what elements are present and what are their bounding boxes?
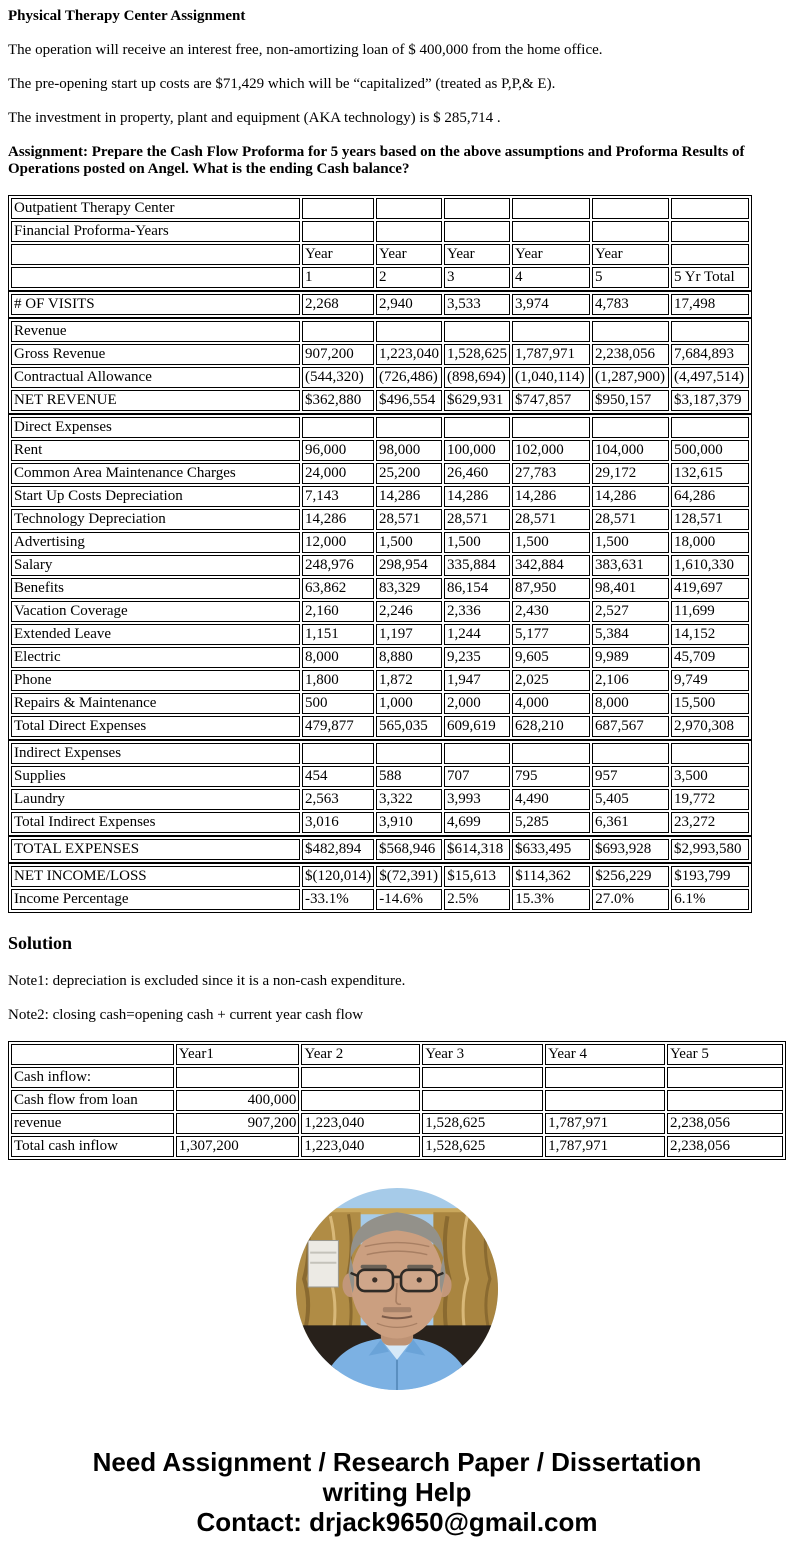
table-cell	[444, 417, 510, 438]
table-cell	[444, 198, 510, 219]
table-cell: $(72,391)	[376, 866, 442, 887]
table-cell: 298,954	[376, 555, 442, 576]
table-cell: 64,286	[671, 486, 749, 507]
table-cell: 2	[376, 267, 442, 288]
table-cell: 3,016	[302, 812, 374, 833]
table-cell	[376, 221, 442, 242]
table-row	[11, 486, 749, 507]
table-cell: TOTAL EXPENSES	[11, 839, 300, 860]
table-cell: 3,974	[512, 294, 590, 315]
table-cell: 687,567	[592, 716, 669, 737]
table-row	[11, 601, 749, 622]
table-row	[11, 440, 749, 461]
table-cell: Indirect Expenses	[11, 743, 300, 764]
table-cell	[512, 417, 590, 438]
table-cell: 4,699	[444, 812, 510, 833]
table-cell: 5,285	[512, 812, 590, 833]
table-row	[11, 839, 749, 860]
table-cell: 1,223,040	[301, 1136, 420, 1157]
table-row	[11, 1136, 783, 1157]
table-cell	[444, 743, 510, 764]
table-cell: Year	[512, 244, 590, 265]
table-cell: $496,554	[376, 390, 442, 411]
table-cell	[444, 321, 510, 342]
table-cell	[512, 321, 590, 342]
table-row	[11, 367, 749, 388]
table-row	[11, 509, 749, 530]
table-cell: (1,040,114)	[512, 367, 590, 388]
table-cell: 28,571	[592, 509, 669, 530]
table-cell: 3	[444, 267, 510, 288]
table-cell	[592, 321, 669, 342]
table-row	[11, 812, 749, 833]
table-cell: 3,500	[671, 766, 749, 787]
table-cell: Extended Leave	[11, 624, 300, 645]
table-cell: 6,361	[592, 812, 669, 833]
table-cell: 2,238,056	[667, 1113, 783, 1134]
table-cell: 907,200	[302, 344, 374, 365]
cash-inflow-table	[8, 1041, 786, 1160]
table-cell: 9,749	[671, 670, 749, 691]
table-cell	[302, 321, 374, 342]
proforma-section-net-income	[8, 863, 752, 913]
table-cell: (544,320)	[302, 367, 374, 388]
table-cell: 1,197	[376, 624, 442, 645]
proforma-section-revenue	[8, 318, 752, 414]
table-cell: 383,631	[592, 555, 669, 576]
table-cell: Repairs & Maintenance	[11, 693, 300, 714]
table-cell	[302, 221, 374, 242]
table-cell: 1,528,625	[444, 344, 510, 365]
table-cell	[302, 417, 374, 438]
table-cell: 29,172	[592, 463, 669, 484]
table-cell: 1,307,200	[176, 1136, 300, 1157]
table-cell	[301, 1067, 420, 1088]
table-cell	[671, 244, 749, 265]
table-cell: $114,362	[512, 866, 590, 887]
paragraph-loan: The operation will receive an interest free, non-amortizing loan of $ 400,000 from the home office.	[8, 42, 603, 58]
table-cell: 565,035	[376, 716, 442, 737]
table-cell: Advertising	[11, 532, 300, 553]
table-cell: $256,229	[592, 866, 669, 887]
table-cell: $15,613	[444, 866, 510, 887]
table-row	[11, 716, 749, 737]
table-cell: 3,533	[444, 294, 510, 315]
table-cell: 8,000	[302, 647, 374, 668]
table-cell: $633,495	[512, 839, 590, 860]
table-cell: 104,000	[592, 440, 669, 461]
proforma-section-header	[8, 195, 752, 291]
note-1: Note1: depreciation is excluded since it is a non-cash expenditure.	[8, 973, 406, 989]
table-cell: Direct Expenses	[11, 417, 300, 438]
table-cell: 1,500	[376, 532, 442, 553]
table-cell: 4	[512, 267, 590, 288]
table-cell: 9,989	[592, 647, 669, 668]
proforma-section-total-expenses	[8, 836, 752, 863]
table-cell: 5 Yr Total	[671, 267, 749, 288]
table-row	[11, 866, 749, 887]
table-cell: NET INCOME/LOSS	[11, 866, 300, 887]
table-cell: 1,872	[376, 670, 442, 691]
table-cell: Year 4	[545, 1044, 665, 1065]
table-cell: 14,286	[444, 486, 510, 507]
assignment-statement: Assignment: Prepare the Cash Flow Proforma for 5 years based on the above assumptions and Proforma Results of Operations posted on Angel. What is the ending Cash balance?	[8, 144, 745, 177]
table-cell: Start Up Costs Depreciation	[11, 486, 300, 507]
table-cell: Cash inflow:	[11, 1067, 174, 1088]
table-cell	[302, 743, 374, 764]
table-row	[11, 766, 749, 787]
table-cell: Phone	[11, 670, 300, 691]
table-cell: $482,894	[302, 839, 374, 860]
table-cell	[444, 221, 510, 242]
table-cell: 2,563	[302, 789, 374, 810]
table-cell: 98,000	[376, 440, 442, 461]
table-cell: 1,800	[302, 670, 374, 691]
table-cell: 1,500	[512, 532, 590, 553]
table-cell: 3,993	[444, 789, 510, 810]
table-cell: 3,910	[376, 812, 442, 833]
table-cell: 28,571	[512, 509, 590, 530]
table-cell: 4,000	[512, 693, 590, 714]
table-cell: -14.6%	[376, 889, 442, 910]
table-cell: $629,931	[444, 390, 510, 411]
table-cell: 128,571	[671, 509, 749, 530]
table-cell: 25,200	[376, 463, 442, 484]
table-cell: 9,605	[512, 647, 590, 668]
table-cell: 9,235	[444, 647, 510, 668]
table-cell: 2,238,056	[667, 1136, 783, 1157]
table-cell: 1,244	[444, 624, 510, 645]
table-row	[11, 244, 749, 265]
table-cell: 2,000	[444, 693, 510, 714]
table-cell: 1,500	[592, 532, 669, 553]
table-cell: 2.5%	[444, 889, 510, 910]
table-row	[11, 221, 749, 242]
table-row	[11, 1113, 783, 1134]
table-cell: Common Area Maintenance Charges	[11, 463, 300, 484]
table-cell: 5,177	[512, 624, 590, 645]
table-cell: 4,783	[592, 294, 669, 315]
table-cell: 23,272	[671, 812, 749, 833]
table-cell: 14,286	[302, 509, 374, 530]
table-cell: # OF VISITS	[11, 294, 300, 315]
table-cell	[301, 1090, 420, 1111]
table-cell: 588	[376, 766, 442, 787]
table-cell: Technology Depreciation	[11, 509, 300, 530]
table-cell	[422, 1067, 543, 1088]
table-cell: 628,210	[512, 716, 590, 737]
table-cell: 15.3%	[512, 889, 590, 910]
table-cell: $950,157	[592, 390, 669, 411]
table-cell: 96,000	[302, 440, 374, 461]
table-cell	[671, 743, 749, 764]
table-cell: $693,928	[592, 839, 669, 860]
table-cell	[512, 221, 590, 242]
table-cell: 454	[302, 766, 374, 787]
table-cell: 17,498	[671, 294, 749, 315]
table-cell: Vacation Coverage	[11, 601, 300, 622]
contact-line-2: writing Help	[322, 1477, 472, 1507]
table-cell: 5	[592, 267, 669, 288]
table-cell: 2,336	[444, 601, 510, 622]
table-cell: 83,329	[376, 578, 442, 599]
table-cell: $614,318	[444, 839, 510, 860]
table-cell: 707	[444, 766, 510, 787]
table-cell: 907,200	[176, 1113, 300, 1134]
table-cell: 3,322	[376, 789, 442, 810]
table-cell	[667, 1067, 783, 1088]
table-cell: 6.1%	[671, 889, 749, 910]
table-cell	[376, 198, 442, 219]
table-cell: 795	[512, 766, 590, 787]
table-cell	[376, 743, 442, 764]
table-cell: 1,500	[444, 532, 510, 553]
table-cell: $2,993,580	[671, 839, 749, 860]
table-cell: 5,384	[592, 624, 669, 645]
table-cell: $(120,014)	[302, 866, 374, 887]
table-cell	[11, 1044, 174, 1065]
table-cell: (4,497,514)	[671, 367, 749, 388]
table-cell: 8,000	[592, 693, 669, 714]
table-cell: $747,857	[512, 390, 590, 411]
table-cell: 14,286	[376, 486, 442, 507]
contact-line-1: Need Assignment / Research Paper / Dissertation	[92, 1447, 702, 1477]
table-cell: 1,528,625	[422, 1113, 543, 1134]
table-cell: $193,799	[671, 866, 749, 887]
table-row	[11, 321, 749, 342]
table-cell: Total Indirect Expenses	[11, 812, 300, 833]
table-cell: 102,000	[512, 440, 590, 461]
table-row	[11, 1067, 783, 1088]
table-cell: Year	[444, 244, 510, 265]
table-cell: Financial Proforma-Years	[11, 221, 300, 242]
table-cell: 2,527	[592, 601, 669, 622]
table-row	[11, 1044, 783, 1065]
table-cell: $3,187,379	[671, 390, 749, 411]
table-cell	[671, 198, 749, 219]
table-row	[11, 1090, 783, 1111]
table-cell: 2,106	[592, 670, 669, 691]
table-cell: Cash flow from loan	[11, 1090, 174, 1111]
table-cell	[592, 198, 669, 219]
table-cell: 400,000	[176, 1090, 300, 1111]
table-cell: 11,699	[671, 601, 749, 622]
table-cell	[592, 743, 669, 764]
table-row	[11, 344, 749, 365]
table-row	[11, 670, 749, 691]
table-cell: 1,151	[302, 624, 374, 645]
table-cell: Income Percentage	[11, 889, 300, 910]
table-cell: Rent	[11, 440, 300, 461]
table-row	[11, 624, 749, 645]
proforma-section-indirect-expenses	[8, 740, 752, 836]
table-cell	[671, 221, 749, 242]
table-cell: 1,787,971	[545, 1113, 665, 1134]
table-cell: (898,694)	[444, 367, 510, 388]
table-cell: Year 5	[667, 1044, 783, 1065]
table-cell	[545, 1067, 665, 1088]
table-cell: 5,405	[592, 789, 669, 810]
table-cell: 18,000	[671, 532, 749, 553]
table-cell: 24,000	[302, 463, 374, 484]
table-cell	[176, 1067, 300, 1088]
table-cell: 86,154	[444, 578, 510, 599]
table-cell: 14,152	[671, 624, 749, 645]
table-cell: 1,528,625	[422, 1136, 543, 1157]
table-cell	[592, 417, 669, 438]
table-cell: $362,880	[302, 390, 374, 411]
table-cell: 27.0%	[592, 889, 669, 910]
table-cell: $568,946	[376, 839, 442, 860]
table-cell: 342,884	[512, 555, 590, 576]
table-cell: 1	[302, 267, 374, 288]
table-row	[11, 693, 749, 714]
table-row	[11, 789, 749, 810]
table-cell: 1,787,971	[512, 344, 590, 365]
table-cell	[11, 244, 300, 265]
table-cell	[592, 221, 669, 242]
table-cell: 132,615	[671, 463, 749, 484]
table-cell: 87,950	[512, 578, 590, 599]
table-cell: 2,268	[302, 294, 374, 315]
table-cell: 28,571	[444, 509, 510, 530]
paragraph-startup-costs: The pre-opening start up costs are $71,429 which will be “capitalized” (treated as P,P,& E).	[8, 76, 556, 92]
table-cell	[671, 321, 749, 342]
table-cell: 2,940	[376, 294, 442, 315]
table-cell	[512, 198, 590, 219]
table-cell: revenue	[11, 1113, 174, 1134]
table-cell: 19,772	[671, 789, 749, 810]
paragraph-investment: The investment in property, plant and equipment (AKA technology) is $ 285,714 .	[8, 110, 501, 126]
table-cell: 12,000	[302, 532, 374, 553]
table-cell: (1,287,900)	[592, 367, 669, 388]
table-cell: 1,787,971	[545, 1136, 665, 1157]
table-cell: 1,947	[444, 670, 510, 691]
table-cell: Salary	[11, 555, 300, 576]
table-cell: 7,143	[302, 486, 374, 507]
table-cell: 419,697	[671, 578, 749, 599]
table-cell: 2,430	[512, 601, 590, 622]
table-cell: Year 3	[422, 1044, 543, 1065]
table-cell: Outpatient Therapy Center	[11, 198, 300, 219]
table-row	[11, 463, 749, 484]
table-cell: 98,401	[592, 578, 669, 599]
table-cell	[11, 267, 300, 288]
table-cell: 335,884	[444, 555, 510, 576]
table-cell: Total cash inflow	[11, 1136, 174, 1157]
table-cell: 8,880	[376, 647, 442, 668]
table-cell: (726,486)	[376, 367, 442, 388]
table-row	[11, 267, 749, 288]
solution-heading: Solution	[8, 933, 73, 953]
table-row	[11, 889, 749, 910]
table-cell: Laundry	[11, 789, 300, 810]
table-row	[11, 390, 749, 411]
table-cell: -33.1%	[302, 889, 374, 910]
table-cell: 28,571	[376, 509, 442, 530]
table-cell: 500,000	[671, 440, 749, 461]
table-cell: 479,877	[302, 716, 374, 737]
table-cell	[512, 743, 590, 764]
table-cell: Year 2	[301, 1044, 420, 1065]
table-cell: 7,684,893	[671, 344, 749, 365]
table-cell: 2,160	[302, 601, 374, 622]
table-cell: 500	[302, 693, 374, 714]
contact-line-3: Contact: drjack9650@gmail.com	[196, 1507, 598, 1537]
table-cell: Year	[302, 244, 374, 265]
table-cell	[376, 321, 442, 342]
table-cell	[302, 198, 374, 219]
table-cell: 4,490	[512, 789, 590, 810]
table-cell: Supplies	[11, 766, 300, 787]
table-cell: Year	[376, 244, 442, 265]
table-row	[11, 647, 749, 668]
table-row	[11, 417, 749, 438]
avatar-container	[8, 1188, 786, 1395]
table-cell: 1,000	[376, 693, 442, 714]
page-title: Physical Therapy Center Assignment	[8, 8, 246, 24]
table-cell	[667, 1090, 783, 1111]
table-cell: 15,500	[671, 693, 749, 714]
table-row	[11, 578, 749, 599]
table-cell: 2,970,308	[671, 716, 749, 737]
table-row	[11, 743, 749, 764]
table-cell: Electric	[11, 647, 300, 668]
table-cell	[671, 417, 749, 438]
table-cell: 2,246	[376, 601, 442, 622]
table-cell: 609,619	[444, 716, 510, 737]
table-cell: 1,610,330	[671, 555, 749, 576]
table-cell: 1,223,040	[376, 344, 442, 365]
table-cell: 14,286	[512, 486, 590, 507]
table-cell: 100,000	[444, 440, 510, 461]
note-2: Note2: closing cash=opening cash + current year cash flow	[8, 1007, 364, 1023]
table-cell: Year1	[176, 1044, 300, 1065]
proforma-section-visits	[8, 291, 752, 318]
proforma-table	[8, 195, 786, 913]
table-cell: NET REVENUE	[11, 390, 300, 411]
table-cell: 45,709	[671, 647, 749, 668]
proforma-section-direct-expenses	[8, 414, 752, 740]
table-cell: Year	[592, 244, 669, 265]
table-row	[11, 198, 749, 219]
table-cell: 14,286	[592, 486, 669, 507]
table-cell	[376, 417, 442, 438]
table-cell: Gross Revenue	[11, 344, 300, 365]
table-cell: Total Direct Expenses	[11, 716, 300, 737]
table-row	[11, 555, 749, 576]
contact-banner	[8, 1447, 786, 1537]
table-row	[11, 294, 749, 315]
table-cell: Revenue	[11, 321, 300, 342]
table-cell: Contractual Allowance	[11, 367, 300, 388]
table-cell: 1,223,040	[301, 1113, 420, 1134]
table-cell: 2,025	[512, 670, 590, 691]
table-cell	[422, 1090, 543, 1111]
table-cell: 26,460	[444, 463, 510, 484]
table-cell: 27,783	[512, 463, 590, 484]
table-cell	[545, 1090, 665, 1111]
table-cell: 63,862	[302, 578, 374, 599]
table-cell: 248,976	[302, 555, 374, 576]
table-cell: Benefits	[11, 578, 300, 599]
person-avatar	[296, 1188, 498, 1390]
table-cell: 957	[592, 766, 669, 787]
table-cell: 2,238,056	[592, 344, 669, 365]
table-row	[11, 532, 749, 553]
